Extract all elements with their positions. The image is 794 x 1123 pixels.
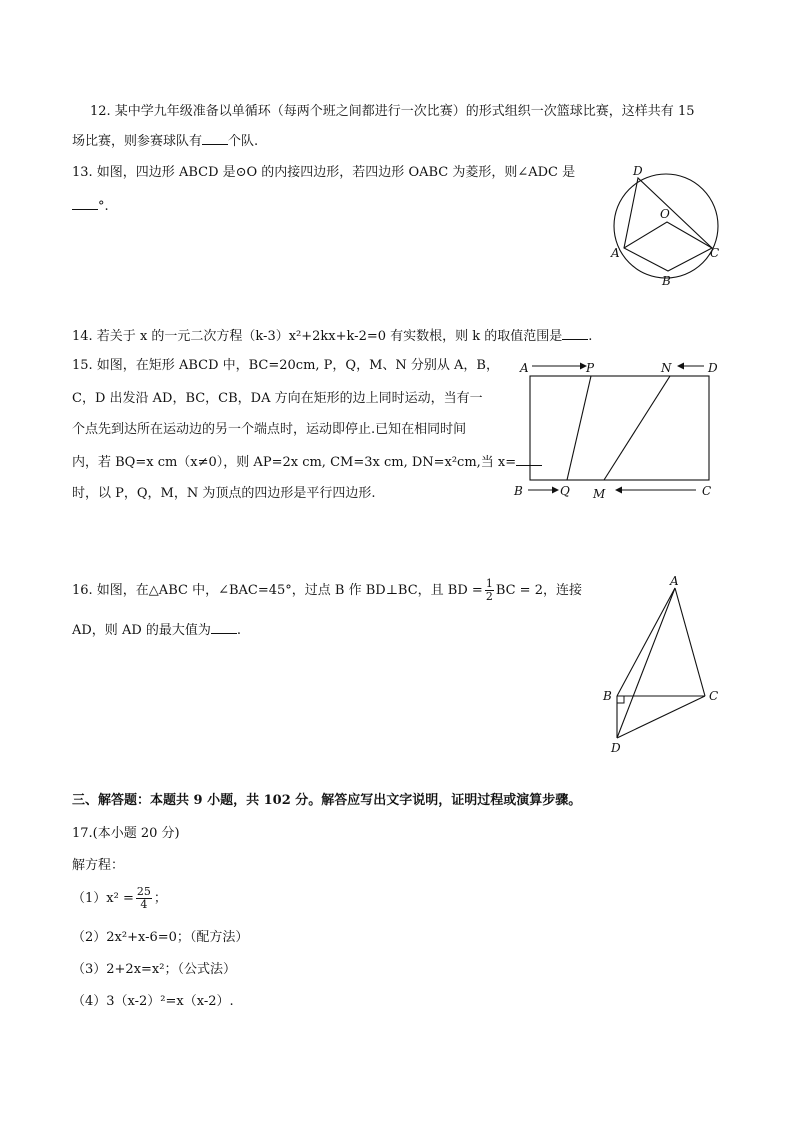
q13-label-a: A [611,246,620,260]
q13-circle [614,174,718,278]
q17-p1-text-a: （1）x² = [72,891,134,906]
q15-label-p: P [586,361,595,375]
q12-text-a: 场比赛，则参赛球队有 [72,134,203,149]
q14-line [72,326,592,347]
q15-label-n: N [661,361,672,375]
q13-label-b: B [662,274,671,288]
q16-frac-num: 1 [485,577,493,590]
q15-label-a: A [520,361,529,375]
q13-answer-blank [72,196,98,210]
q17-p1-text-b: ； [153,891,167,906]
q16-segment-ad [617,588,675,738]
q17-p1-fraction [136,886,152,911]
q15-line1: 15. 如图，在矩形 ABCD 中，BC=20cm, P，Q，M、N 分别从 A，B， [72,358,499,373]
q16-segment-ac [675,588,705,696]
q16-text-d: . [236,623,242,638]
q15-figure [508,356,724,504]
q12-line2 [72,131,258,152]
q15-line5: 时，以 P，Q，M，N 为顶点的四边形是平行四边形. [72,486,376,501]
q16-segment-dc [617,696,705,738]
q13-figure [600,158,740,293]
q15-label-q: Q [560,484,570,498]
q16-text-b: BC = 2，连接 [495,583,582,598]
q15-line2: C，D 出发沿 AD，BC，CB，DA 方向在矩形的边上同时运动，当有一 [72,391,483,406]
q17-part1 [72,884,167,914]
q16-text-a: 16. 如图，在△ABC 中，∠BAC=45°，过点 B 作 BD⊥BC，且 BD = [72,583,483,598]
q16-line2 [72,620,241,641]
q16-label-b: B [603,689,612,703]
q13-quad-abcd [624,178,712,271]
q15-line3: 个点先到达所在运动边的另一个端点时，运动即停止.已知在相同时间 [72,422,467,437]
q16-answer-blank [211,620,237,634]
q13-label-c: C [710,246,720,260]
q17-intro: 解方程： [72,858,125,873]
q16-frac-den: 2 [485,590,493,603]
q16-right-angle-mark [617,696,624,703]
q17-part3: （3）2+2x=x²；（公式法） [72,962,236,977]
q12-text-b: 个队. [228,134,259,149]
q14-text-b: . [588,329,593,344]
q12-line1: 12. 某中学九年级准备以单循环（每两个班之间都进行一次比赛）的形式组织一次篮球比赛，这样共有 15 [90,104,695,119]
q16-text-c: AD，则 AD 的最大值为 [72,623,211,638]
q17-p1-frac-den: 4 [140,898,148,911]
q14-text-a: 14. 若关于 x 的一元二次方程（k-3）x²+2kx+k-2=0 有实数根，则 k 的取值范围是 [72,329,563,344]
q16-figure [596,572,726,762]
q15-text-a: 内，若 BQ=x cm（x≠0），则 AP=2x cm, CM=3x cm, DN=x²cm,当 x= [72,455,517,470]
q15-line4 [72,452,542,473]
q13-label-o: O [660,207,670,221]
q15-segment-nm [604,376,670,480]
q13-label-d: D [633,164,643,178]
q16-label-a: A [670,574,679,588]
q15-label-c: C [702,484,712,498]
q14-answer-blank [562,326,588,340]
q17-title: 17.(本小题 20 分) [72,826,180,841]
q15-label-d: D [708,361,718,375]
q13-line1: 13. 如图，四边形 ABCD 是⊙O 的内接四边形，若四边形 OABC 为菱形，则∠ADC 是 [72,165,576,180]
q15-segment-pq [567,376,591,480]
q12-answer-blank [202,131,228,145]
q17-part4: （4）3（x-2）²=x（x-2）. [72,994,234,1009]
q17-p1-frac-num: 25 [136,885,151,898]
section3-heading: 三、解答题：本题共 9 小题，共 102 分。解答应写出文字说明，证明过程或演算步骤。 [72,793,582,808]
q13-line2 [72,196,109,217]
q16-line1 [72,576,582,606]
q15-label-m: M [593,487,606,501]
q13-degree-text: °. [98,199,109,214]
q16-fraction [485,578,494,603]
q16-label-d: D [611,741,621,755]
q15-rectangle [530,376,709,480]
q15-label-b: B [514,484,523,498]
q16-label-c: C [709,689,719,703]
q16-segment-ab [617,588,675,696]
q17-part2: （2）2x²+x-6=0；（配方法） [72,930,249,945]
